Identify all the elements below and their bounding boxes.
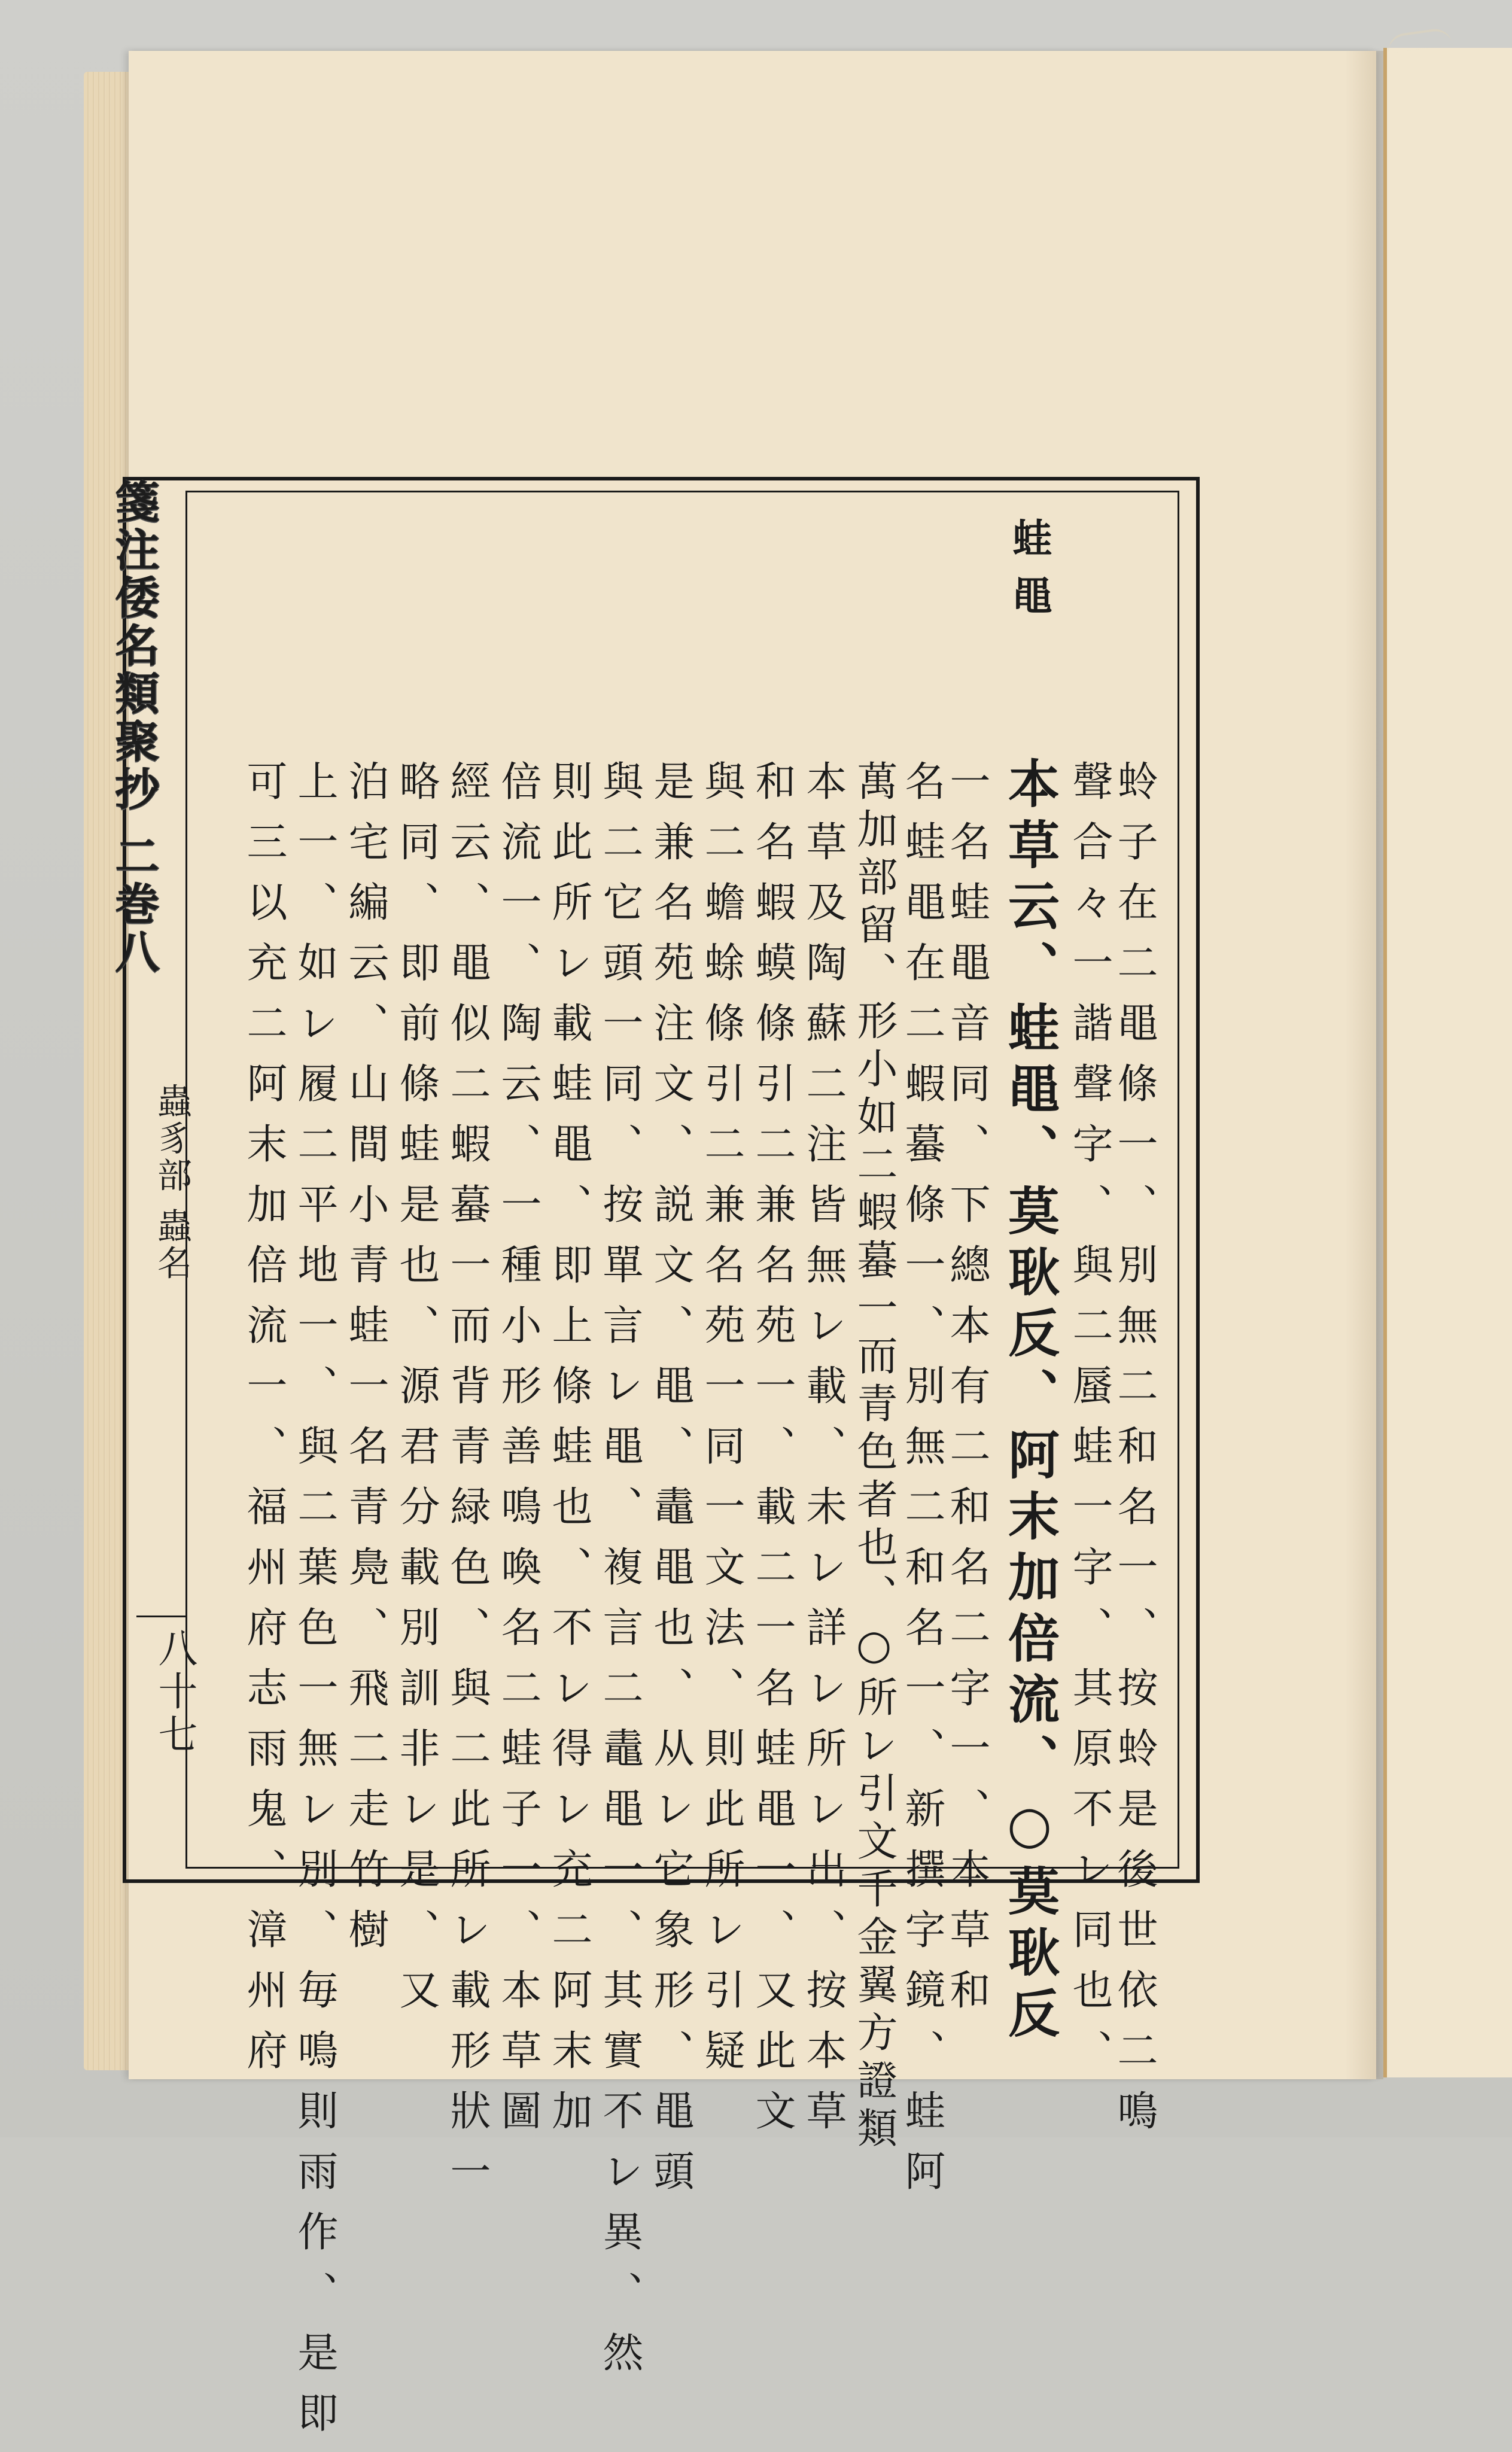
adjacent-page: [1383, 48, 1512, 2077]
section-label: 蟲豸部 蟲名: [151, 1083, 192, 1282]
text-column: 上一、如レ履二平地一、與二葉色一無レ別、毎鳴則雨作、是即: [291, 760, 338, 2452]
text-column: 經云、黽似二蝦蟇一而背青緑色、與二此所レ載形狀一: [443, 760, 491, 2210]
text-column: 與二它頭一同、按單言レ黽、複言二鼃黽一、其實不レ異、然: [596, 760, 643, 2392]
text-column: 一名蛙黽音同、下總本有二和名二字一、本草和: [943, 760, 990, 2029]
text-column: 蛉子在二黽條一、別無二和名一、按蛉是後世依二鳴: [1111, 760, 1158, 2150]
entry-heading: 蛙黽: [1006, 518, 1052, 632]
book-title: 箋注倭名類聚抄 二巻八: [108, 479, 159, 976]
text-column: 可三以充二阿末加倍流一、福州府志雨鬼、漳州府: [240, 760, 287, 2089]
text-column: 是兼名苑注文、説文、黽、鼃黽也、从レ它象形、黽頭: [647, 760, 694, 2210]
frame-inner-top: [185, 491, 1179, 492]
text-column: 倍流一、陶云、一種小形善鳴喚名二蛙子一、本草圖: [494, 760, 541, 2150]
text-column: 泊宅編云、山間小青蛙一名青鳧、飛二走竹樹: [342, 760, 389, 1969]
text-column: 略同、即前條蛙是也、源君分載別訓非レ是、又: [393, 760, 440, 2029]
text-column: 本草云、蛙黽、莫耿反、阿末加倍流、○莫耿反: [999, 757, 1060, 2048]
text-column: 則此所レ載蛙黽、即上條蛙也、不レ得レ充二阿末加: [545, 760, 592, 2150]
text-column: 與二蟾蜍條引二兼名苑一同一文法、則此所レ引疑: [698, 760, 745, 2089]
text-column: 名蛙黽在二蝦蟇條一、別無二和名一、新撰字鏡、蛙阿: [898, 760, 945, 2210]
frame-inner-right: [1178, 491, 1179, 1869]
text-column: 聲合々一諧聲字、與二蜃蛙一字、其原不レ同也、: [1066, 760, 1113, 2089]
text-column: 萬加部留、形小如二蝦蟇一而青色者也、○所レ引文千金翼方證類: [850, 760, 898, 2155]
page-number: 八十七: [151, 1627, 197, 1757]
gutter-shadow: [1345, 51, 1383, 2079]
text-column: 和名蝦蟆條引二兼名苑一、載二一名蛙黽一、又此文: [749, 760, 796, 2150]
text-column: 本草及陶蘇二注皆無レ載、未レ詳レ所レ出、按本草: [799, 760, 847, 2150]
